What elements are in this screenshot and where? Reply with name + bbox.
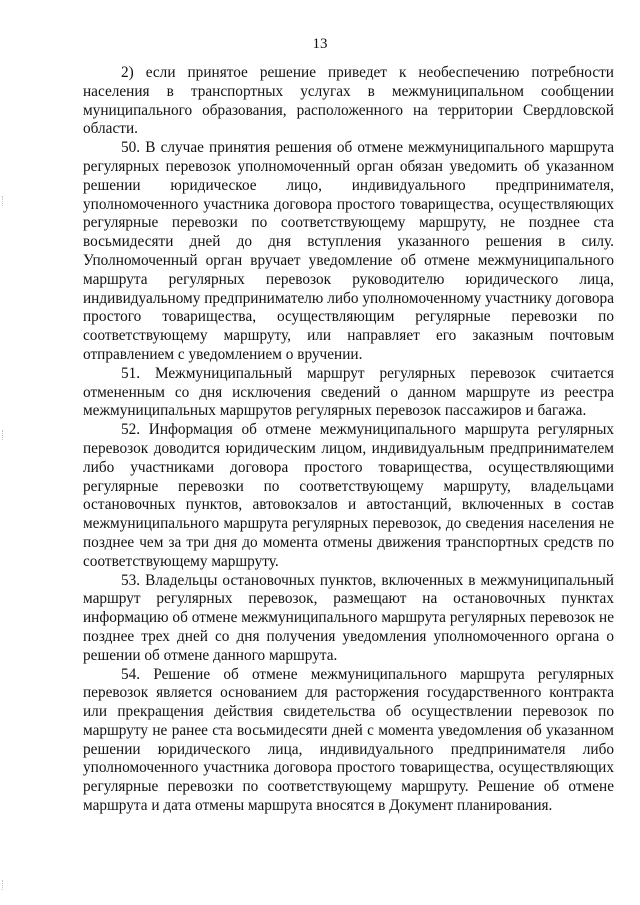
page-number: 13 [312,36,328,52]
paragraph-52: 52. Информация об отмене межмуниципального маршрута регулярных перевозок доводится юридическим лицом, индивидуальным предпринимателем либо участниками договора простого товарищества, осуществляющими регулярные перевозки по соответствующему маршруту, владельцами остановочных пунктов, автовокзалов и автостанций, включенных в состав межмуниципального маршрута регулярных перевозок, до сведения населения не позднее чем за три дня до момента отмены движения транспортных средств по соответствующему маршруту. [83,421,614,570]
paragraph-50: 50. В случае принятия решения об отмене межмуниципального маршрута регулярных перевозок уполномоченный орган обязан уведомить об указанном решении юридическое лицо, индивидуального предпринимателя, уполномоченного участника договора простого товарищества, осуществляющих регулярные перевозки по соответствующему маршруту, не позднее ста восьмидесяти дней до дня вступления указанного решения в силу. Уполномоченный орган вручает уведомление об отмене межмуниципального маршрута регулярных перевозок руководителю юридического лица, индивидуальному предпринимателю либо уполномоченному участнику договора простого товарищества, осуществляющим регулярные перевозки по соответствующему маршруту, или направляет его заказным почтовым отправлением с уведомлением о вручении. [83,139,614,363]
scan-margin-mark [2,880,9,890]
paragraph-53: 53. Владельцы остановочных пунктов, включенных в межмуниципальный маршрут регулярных перевозок, размещают на остановочных пунктах информацию об отмене межмуниципального маршрута регулярных перевозок не позднее трех дней со дня получения уведомления уполномоченного органа о решении об отмене данного маршрута. [83,571,614,664]
paragraph-54: 54. Решение об отмене межмуниципального маршрута регулярных перевозок является основанием для расторжения государственного контракта или прекращения действия свидетельства об осуществлении перевозок по маршруту не ранее ста восьмидесяти дней с момента уведомления об указанном решении юридического лица, индивидуального предпринимателя либо уполномоченного участника договора простого товарищества, осуществляющих регулярные перевозки по соответствующему маршруту. Решение об отмене маршрута и дата отмены маршрута вносятся в Документ планирования. [83,665,614,815]
document-body [83,64,614,816]
paragraph-51: 51. Межмуниципальный маршрут регулярных перевозок считается отмененным со дня исключения сведений о данном маршруте из реестра межмуниципальных маршрутов регулярных перевозок пассажиров и багажа. [83,364,614,420]
scan-margin-mark [2,430,9,440]
paragraph-item-2: 2) если принятое решение приведет к необеспечению потребности населения в транспортных услугах в межмуниципальном сообщении муниципального образования, расположенного на территории Свердловской области. [83,64,614,138]
scan-margin-mark [2,196,9,206]
